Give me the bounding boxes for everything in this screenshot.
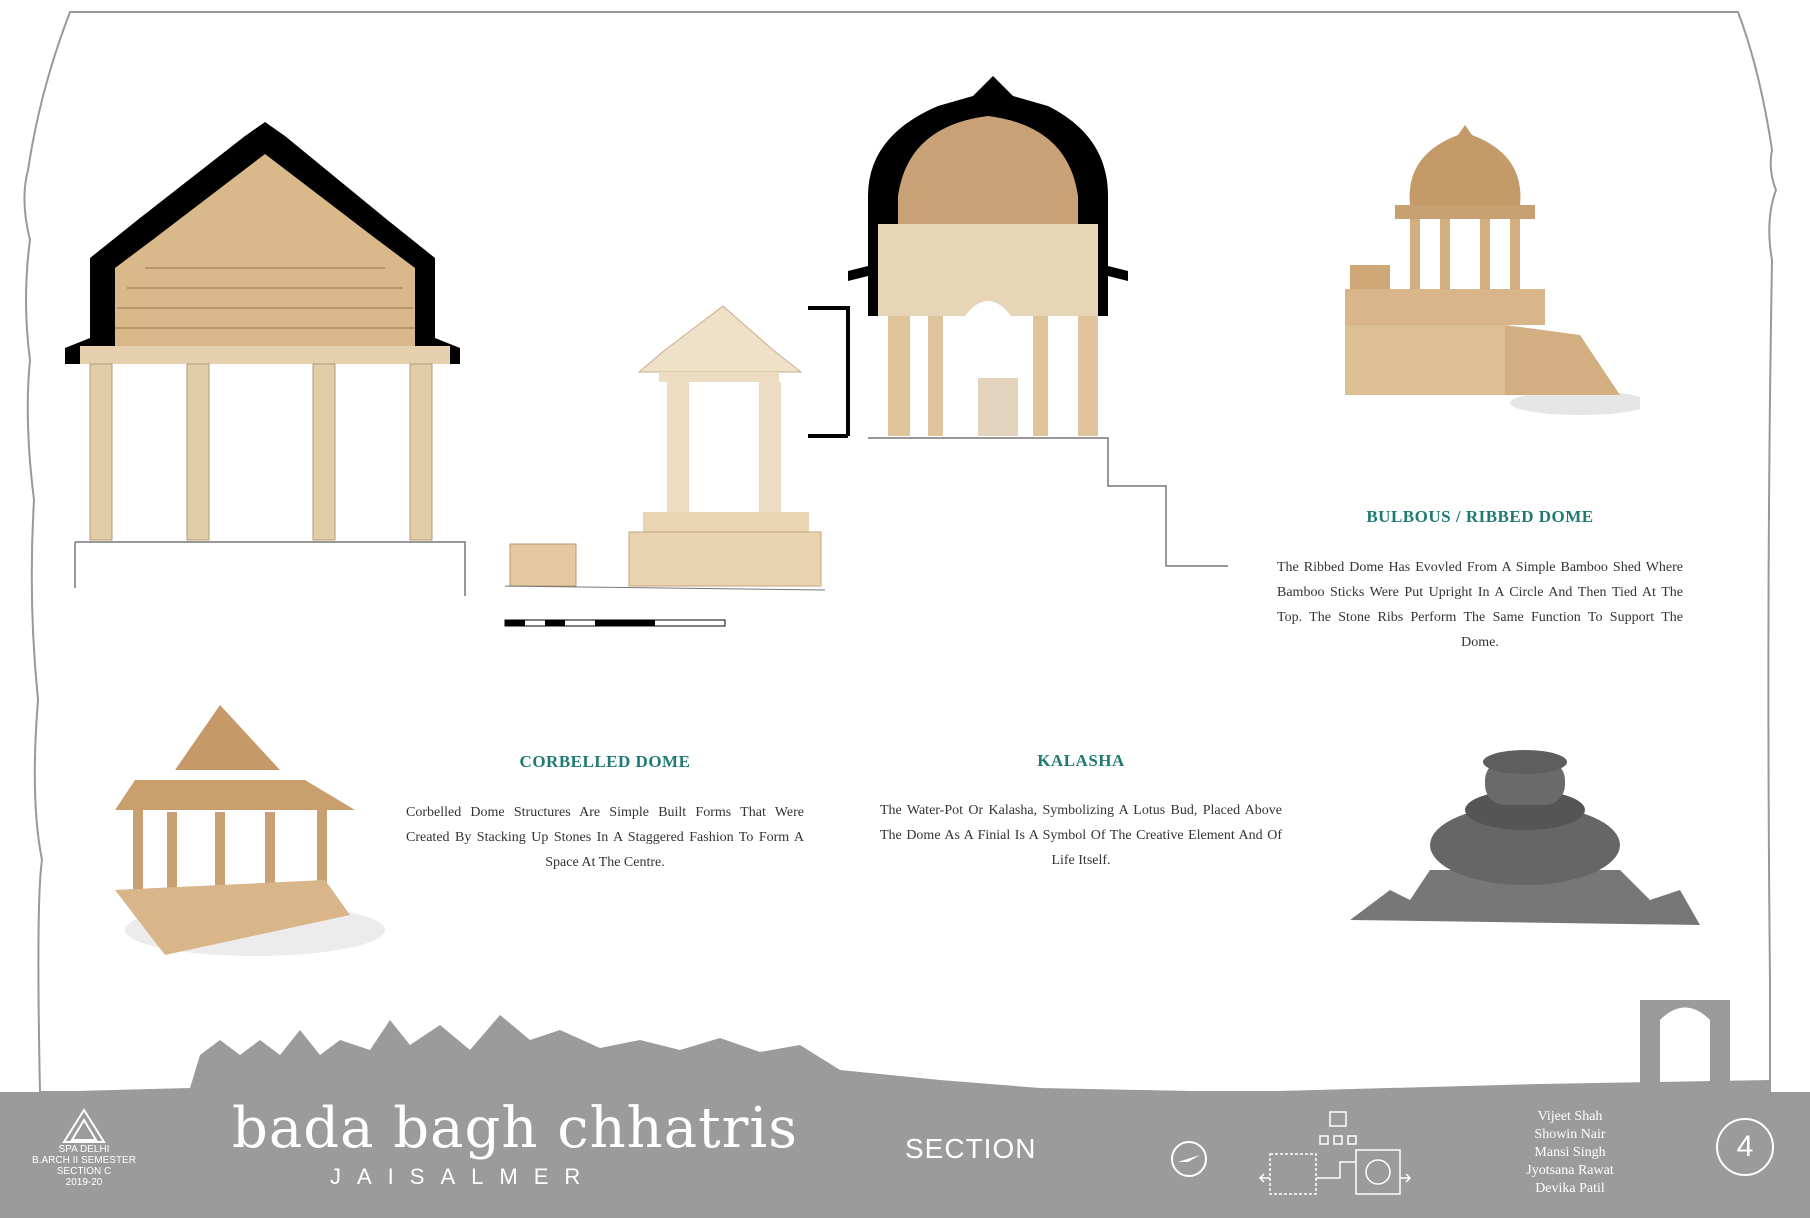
small-chhatri-elevation (505, 300, 825, 592)
author-list (1505, 1108, 1635, 1198)
ribbed-dome-render (1340, 125, 1640, 425)
author-name: Jyotsana Rawat (1526, 1163, 1614, 1178)
school-logo-icon (62, 1108, 106, 1144)
corbelled-dome-section (55, 118, 485, 596)
key-plan-icon (1250, 1110, 1415, 1205)
kalasha-render (1350, 740, 1700, 935)
corbelled-dome-heading: CORBELLED DOME (519, 752, 691, 771)
school-program: B.ARCH II SEMESTER (32, 1155, 136, 1166)
author-name: Mansi Singh (1534, 1145, 1606, 1160)
ribbed-dome-heading: BULBOUS / RIBBED DOME (1366, 507, 1594, 526)
ribbed-dome-text: The Ribbed Dome Has Evovled From A Simple Bamboo Shed Where Bamboo Sticks Were Put Upright In A Circle And Then Tied At The Top. The Stone Ribs Perform The Same Function To Support The Dome. (1277, 560, 1683, 650)
ribbed-dome-section (808, 76, 1228, 596)
school-info (24, 1144, 144, 1188)
author-name: Showin Nair (1534, 1127, 1606, 1142)
school-name: SPA DELHI (58, 1144, 110, 1155)
author-name: Vijeet Shah (1537, 1109, 1603, 1124)
kalasha-text: The Water-Pot Or Kalasha, Symbolizing A Lotus Bud, Placed Above The Dome As A Finial Is A Symbol Of The Creative Element And Of Life Itself. (880, 803, 1282, 868)
page-number: 4 (1716, 1118, 1774, 1176)
corbelled-dome-render (105, 700, 385, 965)
sheet-section-label: SECTION (905, 1133, 1037, 1164)
school-section: SECTION C (56, 1166, 112, 1177)
skyline-silhouette (40, 1000, 1770, 1095)
school-year: 2019-20 (65, 1177, 103, 1188)
north-arrow-icon (1170, 1140, 1208, 1178)
corbelled-dome-text: Corbelled Dome Structures Are Simple Built Forms That Were Created By Stacking Up Stones In A Staggered Fashion To Form A Space At The Centre. (406, 805, 804, 870)
author-name: Devika Patil (1535, 1181, 1605, 1196)
sheet-title: bada bagh chhatris (232, 1096, 799, 1161)
scale-bar (500, 618, 730, 636)
kalasha-heading: KALASHA (1037, 751, 1125, 770)
sheet-subtitle: JAISALMER (330, 1164, 597, 1189)
